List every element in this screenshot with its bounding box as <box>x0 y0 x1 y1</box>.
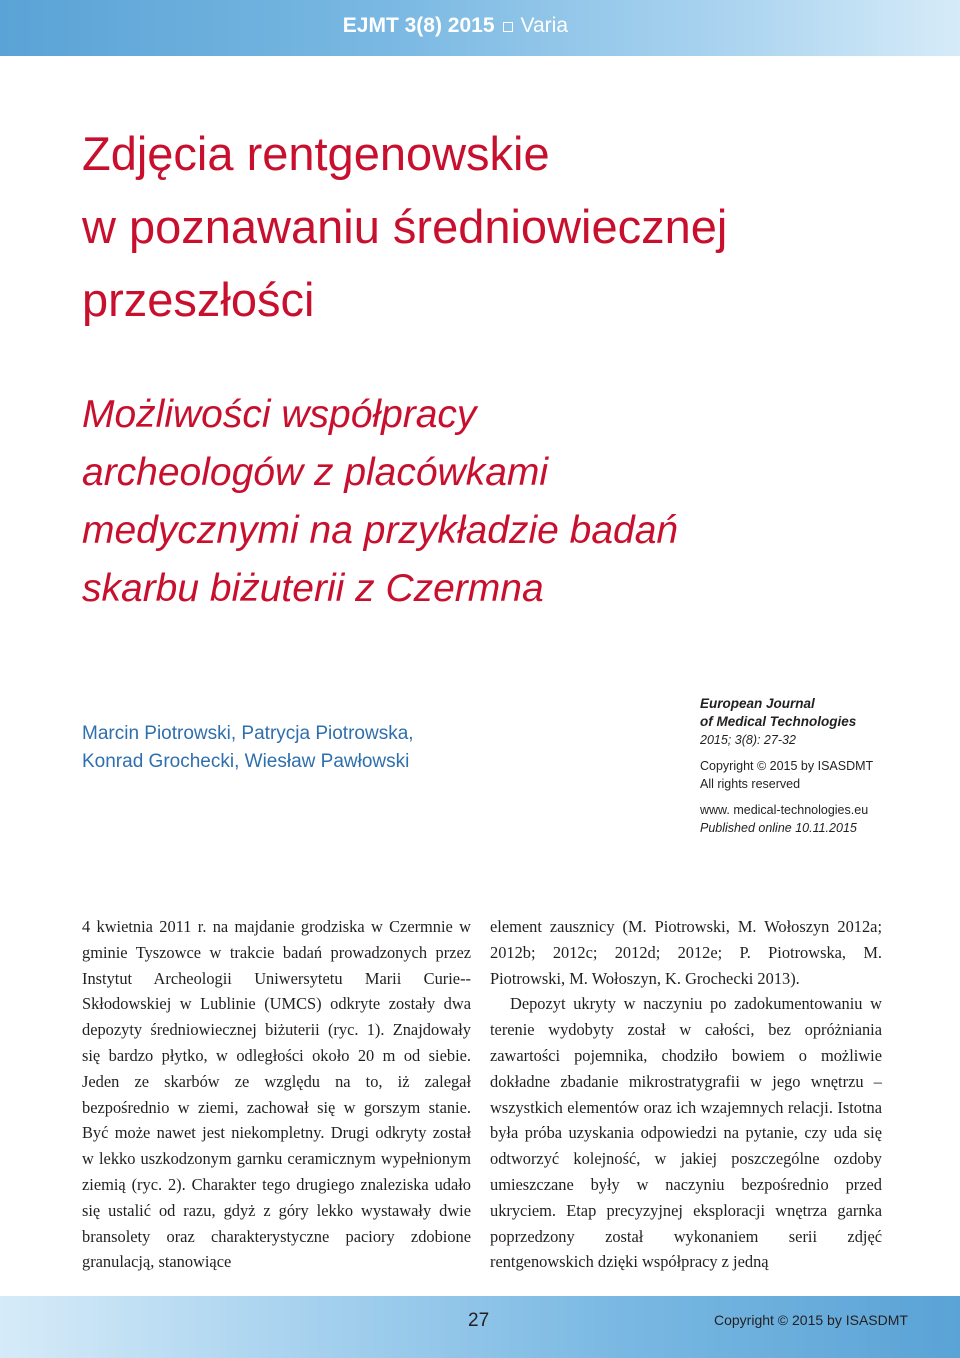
rights-line: All rights reserved <box>700 777 801 791</box>
author-list <box>82 720 552 776</box>
subtitle-line: archeologów z placówkami <box>82 451 549 494</box>
body-paragraph: Depozyt ukryty w naczyniu po zadokumentowaniu w terenie wydobyty został w całości, bez opróżniania zawartości pojemnika, chodziło bowiem o możliwie dokładne zbadanie mikrostratygrafii w jego wnętrzu – wszystkich elementów oraz ich wzajemnych relacji. Istotna była próba uzyskania odpowiedzi na pytanie, czy uda się odtworzyć kolejność, w jakiej poszczególne ozdoby umieszczane były w naczyniu bezpośrednio przed ukryciem. Etap precyzyjnej eksploracji wnętrza garnka poprzedzony został wykonaniem serii zdjęć rentgenowskich dzięki współpracy z jedną <box>490 994 882 1272</box>
body-paragraph: 4 kwietnia 2011 r. na majdanie grodziska w Czermnie w gminie Tyszowce w trakcie badań prowadzonych przez Instytut Archeologii Uniwersytetu Marii Curie--Skłodowskiej w Lublinie (UMCS) odkryte zostały dwa depozyty średniowiecznej biżuterii (ryc. 1). Znajdowały się bardzo płytko, w odległości około 20 m od siebie. Jeden ze skarbów ze względu na to, iż zalegał bezpośrednio w ziemi, zachował się w gorszym stanie. Być może nawet jest niekompletny. Drugi odkryty został w lekko uszkodzonym garnku ceramicznym wypełnionym ziemią (ryc. 2). Charakter tego drugiego znaleziska udało się ustalić od razu, gdyż z góry lekko wystawały dwie bransolety oraz charakterystyczne paciory zdobione granulacją, stanowiące <box>82 917 471 1272</box>
subtitle-line: medycznymi na przykładzie badań <box>82 509 679 552</box>
journal-issue: EJMT 3(8) 2015 <box>342 14 495 37</box>
article-title <box>82 117 882 336</box>
website-link[interactable]: www. medical-technologies.eu <box>700 803 869 817</box>
title-line: Zdjęcia rentgenowskie <box>82 127 550 180</box>
authors-line: Marcin Piotrowski, Patrycja Piotrowska, <box>82 723 414 744</box>
subtitle-line: Możliwości współpracy <box>82 393 477 436</box>
copyright-line: Copyright © 2015 by ISASDMT <box>700 759 874 773</box>
running-header <box>343 14 568 38</box>
section-name: Varia <box>520 14 568 37</box>
body-paragraph: element zausznicy (M. Piotrowski, M. Wołoszyn 2012a; 2012b; 2012c; 2012d; 2012e; P. Piotrowska, M. Piotrowski, M. Wołoszyn, K. Grochecki 2013). <box>490 917 882 988</box>
journal-meta <box>700 695 930 837</box>
subtitle-line: skarbu biżuterii z Czermna <box>82 567 544 610</box>
journal-name-line-1: European Journal <box>700 696 815 711</box>
published-date: Published online 10.11.2015 <box>700 821 857 835</box>
body-column-left <box>82 914 471 1275</box>
title-line: w poznawaniu średniowiecznej <box>82 200 728 253</box>
authors-line: Konrad Grochecki, Wiesław Pawłowski <box>82 751 410 772</box>
square-separator-icon <box>503 22 513 32</box>
title-line: przeszłości <box>82 273 315 326</box>
footer-copyright: Copyright © 2015 by ISASDMT <box>714 1312 908 1328</box>
body-column-right <box>490 914 882 1275</box>
citation: 2015; 3(8): 27-32 <box>700 733 796 747</box>
page-number: 27 <box>468 1310 490 1331</box>
article-subtitle <box>82 386 882 618</box>
journal-name-line-2: of Medical Technologies <box>700 714 857 729</box>
